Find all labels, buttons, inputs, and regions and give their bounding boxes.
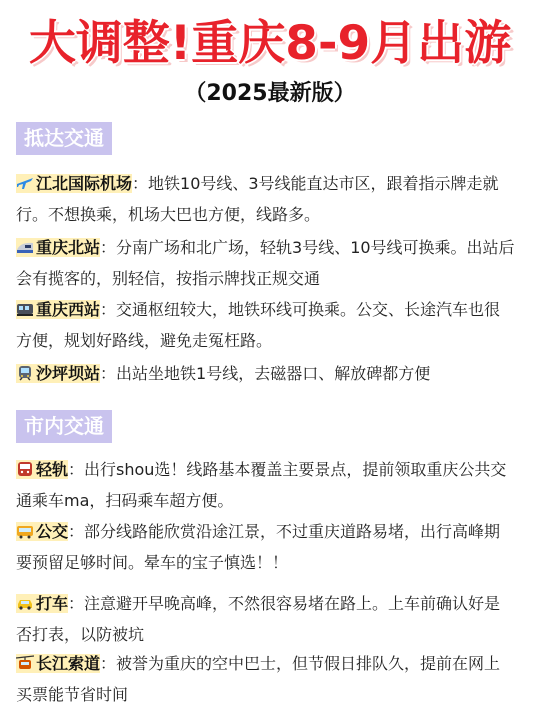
train-front-icon bbox=[16, 360, 34, 376]
list-item-bus bbox=[16, 516, 516, 578]
list-item-north-station bbox=[16, 232, 516, 294]
keyword-shapingba-station bbox=[16, 364, 100, 383]
item-text: ：注意避开早晚高峰，不然很容易堵在路上。上车前确认好是否打表，以防被坑 bbox=[16, 594, 501, 644]
keyword-label: 长江索道 bbox=[36, 654, 101, 673]
item-text: ：被誉为重庆的空中巴士，但节假日排队久，提前在网上买票能节省时间 bbox=[16, 654, 501, 704]
keyword-label: 打车 bbox=[36, 594, 69, 613]
item-text: ：交通枢纽较大，地铁环线可换乘。公交、长途汽车也很方便，规划好路线，避免走冤枉路。 bbox=[16, 300, 501, 350]
keyword-label: 重庆北站 bbox=[36, 238, 101, 257]
keyword-north-station bbox=[16, 238, 100, 257]
page-title: 大调整!重庆8-9月出游 bbox=[28, 16, 512, 71]
list-item-light-rail bbox=[16, 454, 516, 516]
high-speed-train-icon bbox=[16, 234, 34, 250]
keyword-west-station bbox=[16, 300, 100, 319]
keyword-label: 重庆西站 bbox=[36, 300, 101, 319]
list-item-shapingba-station bbox=[16, 358, 516, 389]
keyword-label: 江北国际机场 bbox=[36, 174, 133, 193]
list-item-airport bbox=[16, 168, 516, 230]
keyword-taxi bbox=[16, 594, 68, 613]
keyword-cableway bbox=[16, 654, 100, 673]
section-heading-arrive: 抵达交通 bbox=[16, 122, 112, 155]
item-text: ：出站坐地铁1号线，去磁器口、解放碑都方便 bbox=[100, 364, 431, 383]
page-subtitle: （2025最新版） bbox=[184, 81, 356, 106]
item-text: ：部分线路能欣赏沿途江景，不过重庆道路易堵，出行高峰期要预留足够时间。晕车的宝子慎选！！ bbox=[16, 522, 501, 572]
keyword-airport bbox=[16, 174, 132, 193]
taxi-icon bbox=[16, 590, 34, 606]
item-text: ：分南广场和北广场，轻轨3号线、10号线可换乘。出站后会有揽客的，别轻信，按指示牌找正规交通 bbox=[16, 238, 515, 288]
bus-icon bbox=[16, 518, 34, 534]
list-item-cableway bbox=[16, 648, 516, 710]
item-text: ：地铁10号线、3号线能直达市区，跟着指示牌走就行。不想换乘，机场大巴也方便，线路多。 bbox=[16, 174, 499, 224]
keyword-light-rail bbox=[16, 460, 68, 479]
keyword-bus bbox=[16, 522, 68, 541]
item-text: ：出行shou选！线路基本覆盖主要景点，提前领取重庆公共交通乘车ma，扫码乘车超方便。 bbox=[16, 460, 507, 510]
railway-car-icon bbox=[16, 296, 34, 312]
keyword-label: 沙坪坝站 bbox=[36, 364, 101, 383]
section-heading-city: 市内交通 bbox=[16, 410, 112, 443]
metro-icon bbox=[16, 456, 34, 472]
keyword-label: 轻轨 bbox=[36, 460, 69, 479]
list-item-taxi bbox=[16, 588, 516, 650]
airplane-icon bbox=[16, 170, 34, 186]
list-item-west-station bbox=[16, 294, 516, 356]
keyword-label: 公交 bbox=[36, 522, 69, 541]
cable-car-icon bbox=[16, 650, 34, 666]
